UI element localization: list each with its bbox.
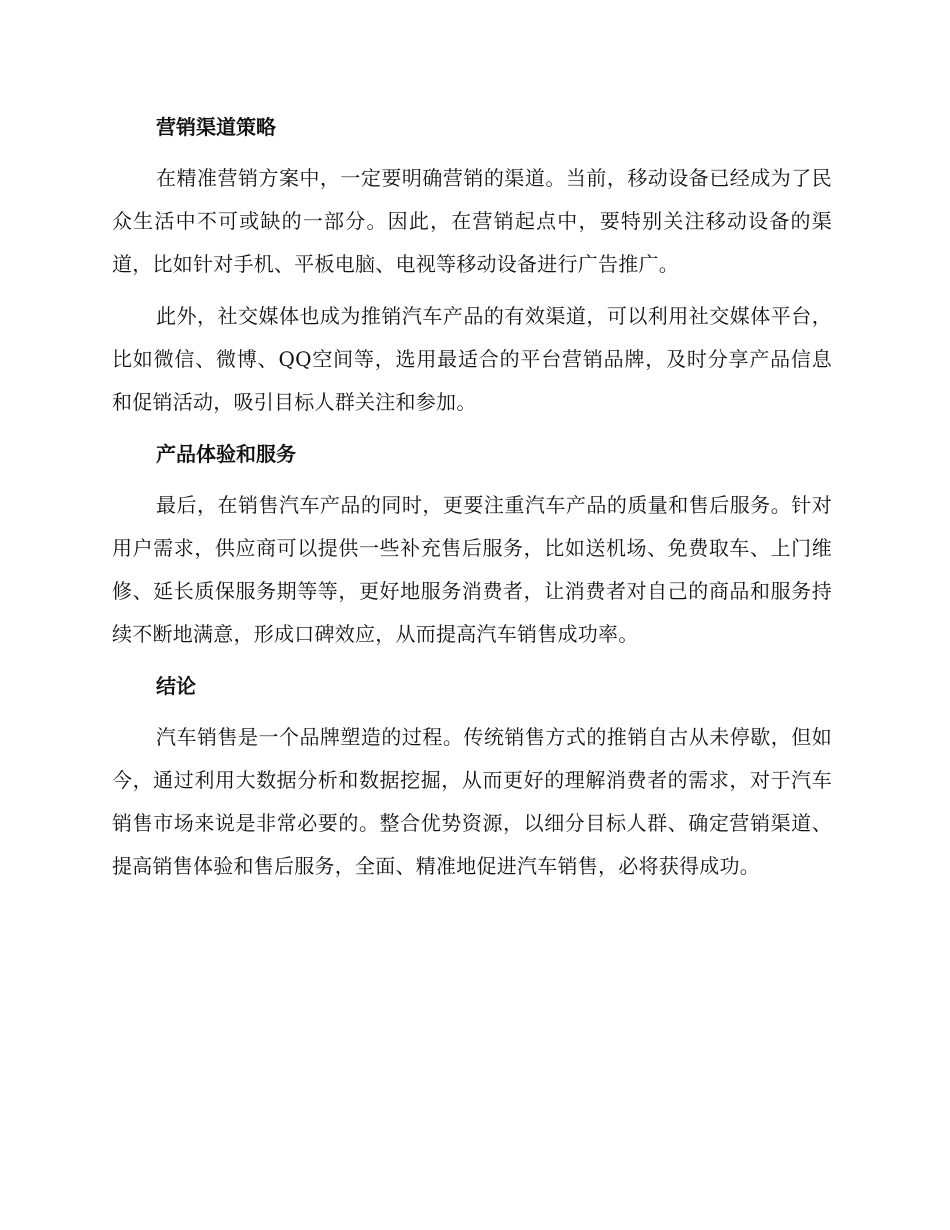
section-heading-product-experience: 产品体验和服务 [156,442,296,466]
paragraph-after-sales-service: 最后，在销售汽车产品的同时，更要注重汽车产品的质量和售后服务。针对用户需求，供应商可以提供一些补充售后服务，比如送机场、免费取车、上门维修、延长质保服务期等等，更好地服务消费者，让消费者对自己的商品和服务持续不断地满意，形成口碑效应，从而提高汽车销售成功率。 [112,493,832,646]
paragraph-mobile-channels: 在精准营销方案中，一定要明确营销的渠道。当前，移动设备已经成为了民众生活中不可或缺的一部分。因此，在营销起点中，要特别关注移动设备的渠道，比如针对手机、平板电脑、电视等移动设备进行广告推广。 [112,166,832,276]
paragraph-conclusion: 汽车销售是一个品牌塑造的过程。传统销售方式的推销自古从未停歇，但如今，通过利用大数据分析和数据挖掘，从而更好的理解消费者的需求，对于汽车销售市场来说是非常必要的。整合优势资源，以细分目标人群、确定营销渠道、提高销售体验和售后服务，全面、精准地促进汽车销售，必将获得成功。 [112,725,832,878]
section-heading-conclusion: 结论 [156,674,196,698]
paragraph-social-media: 此外，社交媒体也成为推销汽车产品的有效渠道，可以利用社交媒体平台，比如微信、微博、QQ空间等，选用最适合的平台营销品牌，及时分享产品信息和促销活动，吸引目标人群关注和参加。 [112,304,832,414]
section-heading-marketing-channels: 营销渠道策略 [156,115,276,139]
document-page [112,106,832,888]
